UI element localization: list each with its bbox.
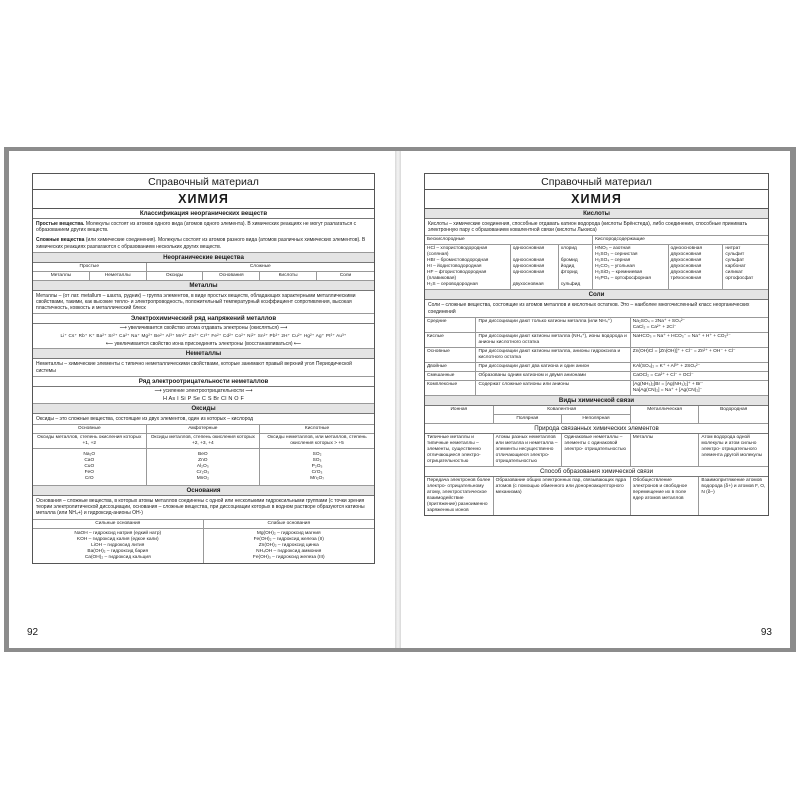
oxides-text: Оксиды – это сложные вещества, состоящие из двух элементов, один из которых – кислород [33,414,374,425]
bond-type: Ионная [425,406,494,423]
oxide-type: Амфотерные [147,425,261,433]
bond-subtype: Полярная [494,415,563,423]
inorganic-groups [33,263,374,272]
inorganic-col: Основания [203,272,260,280]
inorganic-col: Соли [339,272,352,278]
metal-arrow-bottom: ⟵ увеличивается свойство иона присоединять электроны (восстанавливаться) ⟵ [105,341,302,348]
oxygen-free-salts: хлорид бромид йодид фторид сульфид [559,245,593,289]
bond-subtype: Неполярная [582,415,610,421]
metal-arrow-bottom-label: увеличивается свойство иона присоединять электроны (восстанавливаться) [114,341,293,348]
left-page-content [32,173,375,564]
bond-type: Металлическая [631,406,700,423]
salt-desc: При диссоциации дают катионы металла, анионы гидроксила и кислотного остатка [476,348,630,362]
salt-desc: При диссоциации дают катионы металла (NH₄⁺), ионы водорода и анионы кислотного остатка [476,333,630,347]
salt-row [425,372,768,381]
nonmetals-text: Неметаллы – химические элементы с типично неметаллическими свойствами, которые занимают правый верхний угол Периодической системы [33,359,374,376]
salt-example: Na₂SO₄ = 2Na⁺ + SO₄²⁻ CaCl₂ = Ca²⁺ + 2Cl⁻ [632,318,685,330]
page-number-left: 92 [27,627,39,638]
bases-titles [33,520,374,529]
metals-heading: Металлы [33,281,374,291]
nonmetal-arrow: ⟶ усиление электроотрицательности ⟶ [154,387,253,394]
oxygen-free-title: Бескислородные [425,236,593,244]
salt-example: Zn(OH)Cl = [Zn(OH)]⁺ + Cl⁻ = Zn²⁺ + OH⁻ + Cl⁻ [632,348,736,354]
complex-substances-text [33,235,374,252]
oxides-heading: Оксиды [33,404,374,414]
strong-bases-title: Сильные основания [33,520,204,528]
method-cell: Обобществление электронов и свободное перемещение их в поле ядер атомов металлов [631,477,700,515]
acids-text: Кислоты – химические соединения, способные отдавать катион водорода (кислоты Брёнстеда), либо соединения, способные принимать электронную пару с образованием ковалентной связи (кислоты Льюиса) [425,219,768,236]
salt-example: KAl(SO₄)₂ = K⁺ + Al³⁺ + 2SO₄²⁻ [632,363,701,369]
page-title: ХИМИЯ [33,190,374,209]
oxides-examples [33,449,374,486]
bond-type: Ковалентная [494,406,630,415]
salt-name: Кислые [425,333,476,347]
salt-desc: Содержат сложные катионы или анионы [476,381,630,395]
method-cell: Образование общих электронных пар, связывающих ядра атомов (с помощью обменного или донорноакцепторного механизма) [494,477,631,515]
oxide-examples-amphoteric: BeO ZnO Al₂O₃ Cr₂O₃ MnO₂ [147,449,261,485]
oxide-desc: Оксиды неметаллов, или металлов, степень окисления которых > +5 [267,435,367,447]
simple-desc: Молекулы состоят из атомов одного вида (атомов одного элемента). В химических реакциях не могут разлагаться с образованием других веществ. [36,221,357,234]
right-page-content [424,173,769,516]
bases-text: Основания – сложные вещества, в которых атомы металлов соединены с одной или несколькими гидроксильными группами (с точки зрения теории электролитической диссоциации, основания – сложные вещества, при диссоциации которых в водном растворе образуются катионы металла (или NH₄+) и гидроксид-анионы OH-) [33,496,374,520]
metal-series-heading: Электрохимический ряд напряжений металлов [33,314,374,324]
page-number-right: 93 [760,627,772,638]
salt-row [425,348,768,363]
inorganic-col: Неметаллы [90,272,147,280]
inorganic-heading: Неорганические вещества [33,253,374,263]
salt-name: Двойные [425,363,476,371]
method-cell: Взаимопритяжение атомов водорода (δ+) и атомов F, O, N (δ–) [701,477,766,495]
salt-example: CaOCl₂ = Ca²⁺ + Cl⁻ + OCl⁻ [632,372,694,378]
oxide-desc: Оксиды металлов, степень окисления которых +2, +3, +4 [147,434,261,448]
inorganic-col: Металлы [33,272,90,280]
nature-row [425,434,768,467]
salts-text: Соли – сложные вещества, состоящие из атомов металлов и кислотных остатков. Это – наиболее многочисленный класс неорганических соединений [425,300,768,317]
page-title: ХИМИЯ [425,190,768,209]
inorganic-col: Оксиды [147,272,204,280]
nature-heading: Природа связанных химических элементов [425,424,768,434]
salt-name: Средние [425,318,476,332]
oxides-col-titles [33,425,374,434]
nature-cell: Металлы [631,434,700,466]
salt-row [425,363,768,372]
salt-name: Смешанные [425,372,476,380]
page-header: Справочный материал [425,174,768,190]
oxygen-title: Кислородсодержащие [595,237,645,243]
oxygen-basicity: одноосновная двухосновная двухосновная двухосновная двухосновная трёхосновная [669,245,724,289]
oxide-examples-basic: Na₂O CaO CuO FeO CrO [33,449,147,485]
group-simple: Простые [33,263,147,271]
strong-bases-list: NaOH – гидроксид натрия (едкий натр) KOH – гидроксид калия (едкое кали) LiOH – гидроксид лития Ba(OH)₂ – гидроксид бария Ca(OH)₂ – гидроксид кальция [33,529,204,563]
page-header: Справочный материал [33,174,374,190]
method-heading: Способ образования химической связи [425,467,768,477]
salt-row [425,381,768,396]
bond-type-covalent [494,406,631,423]
bonds-heading: Виды химической связи [425,396,768,406]
salt-example: [Ag(NH₃)₂]Br = [Ag(NH₃)₂]⁺ + Br⁻ Na[Ag(CN)₂] = Na⁺ + [Ag(CN)₂]⁻ [632,381,704,393]
metal-arrow-top: ⟶ увеличивается свойство атома отдавать электроны (окисляться) ⟶ [119,325,288,332]
oxides-col-desc [33,434,374,449]
salt-desc: При диссоциации дают только катионы металла (или NH₄⁺) [476,318,630,332]
salt-example: NaHCO₃ = Na⁺ + HCO₃⁻ = Na⁺ + H⁺ + CO₃²⁻ [632,333,731,339]
oxide-examples-acidic: SO₂ SO₃ P₂O₅ CrO₃ Mn₂O₇ [310,452,324,482]
acids-heading: Кислоты [425,209,768,219]
inorganic-col: Кислоты [260,272,317,280]
left-page [9,151,395,648]
weak-bases-title: Слабые основания [267,520,311,526]
oxide-desc: Оксиды металлов, степень окисления которых +1, +2 [33,434,147,448]
bond-type: Водородная [720,406,748,412]
nature-cell: Типичные металлы и типичные неметаллы – элементы, существенно отличающиеся электро- отрицательностью [425,434,494,466]
nature-cell: Атом водорода одной молекулы и атом сильно электро- отрицательного элемента другой молекулы [701,434,763,458]
oxygen-acids: HNO₃ – азотная H₂SO₃ – сернистая H₂SO₄ – серная H₂CO₃ – угольная H₂SiO₃ – кремниевая H₃PO₄ – ортофосфорная [593,245,668,289]
nature-cell: Одинаковые неметаллы – элементы с одинаковой электро- отрицательностью [562,434,631,466]
salts-heading: Соли [425,290,768,300]
simple-term: Простые вещества. [36,221,85,227]
acids-table [425,245,768,290]
nature-cell: Атомы разных неметаллов или металла и неметалла – элементы несущественно отличающиеся электро- отрицательностью [494,434,563,466]
bases-heading: Основания [33,486,374,496]
metals-text: Металлы – (от лат. metallum – шахта, рудник) – группа элементов, в виде простых веществ, обладающих характерными металлическими свойствами, такими, как высокие тепло- и электропроводность, положительный температурный коэффициент сопротивления, высокая пластичность, ковкость и металлический блеск [33,291,374,315]
complex-term: Сложные вещества [36,237,85,244]
salt-name: Основные [425,348,476,362]
nonmetal-series-heading: Ряд электроотрицательности неметаллов [33,377,374,387]
weak-bases-list: Mg(OH)₂ – гидроксид магния Fe(OH)₂ – гидроксид железа (II) Zn(OH)₂ – гидроксид цинка NH₄OH – гидроксид аммония Fe(OH)₃ – гидроксид железа (III) [252,530,325,560]
nonmetal-series: H As I Si P Se C S Br Cl N O F [162,395,245,402]
method-cell: Передача электронов более электро- отрицательному атому, электростатическое взаимодействие (притяжение) разноименно заряженных ионов [425,477,494,515]
salt-name: Комплексные [425,381,476,395]
salt-row [425,318,768,333]
method-row [425,477,768,515]
acids-groups [425,236,768,245]
nonmetals-heading: Неметаллы [33,349,374,359]
metal-arrow-top-label: увеличивается свойство атома отдавать электроны (окисляться) [128,325,279,332]
inorganic-columns [33,272,374,281]
salt-desc: При диссоциации дают два катиона и один анион [476,363,630,371]
nonmetal-arrow-label: усиление электроотрицательности [163,387,244,394]
oxide-type: Кислотные [304,426,330,432]
bases-lists [33,529,374,563]
oxygen-free-basicity: одноосновная одноосновная одноосновная одноосновная двухосновная [511,245,559,289]
oxide-type: Основные [33,425,147,433]
oxygen-free-acids: HCl – хлористоводородная (соляная) HBr – бромистоводородная HI – йодистоводородная HF – фтористоводородная (плавиковая) H₂S – сероводородная [425,245,511,289]
oxygen-salts: нитрат сульфит сульфат карбонат силикат ортофосфат [725,246,754,282]
complex-desc: (или химические соединения). Молекулы состоят из атомов разного вида (атомов различных химических элементов). В химических реакциях разлагаются с образованием нескольких других веществ. [36,237,366,250]
classification-heading: Классификация неорганических веществ [33,209,374,219]
right-page [401,151,790,648]
simple-substances-text [33,219,374,235]
bonds-header [425,406,768,424]
salt-desc: Образованы одним катионом и двумя анионами [476,372,630,380]
salt-row [425,333,768,348]
metal-series: Li⁺ Cs⁺ Rb⁺ K⁺ Ba²⁺ Sr²⁺ Ca²⁺ Na⁺ Mg²⁺ Be²⁺ Al³⁺ Mn²⁺ Zn²⁺ Cr³⁺ Fe²⁺ Cd²⁺ Co²⁺ Ni²⁺ Sn²⁺ Pb²⁺ 2H⁺ Cu²⁺ Hg²⁺ Ag⁺ Pt²⁺ Au³⁺ [60,333,347,339]
group-complex: Сложные [249,263,271,269]
